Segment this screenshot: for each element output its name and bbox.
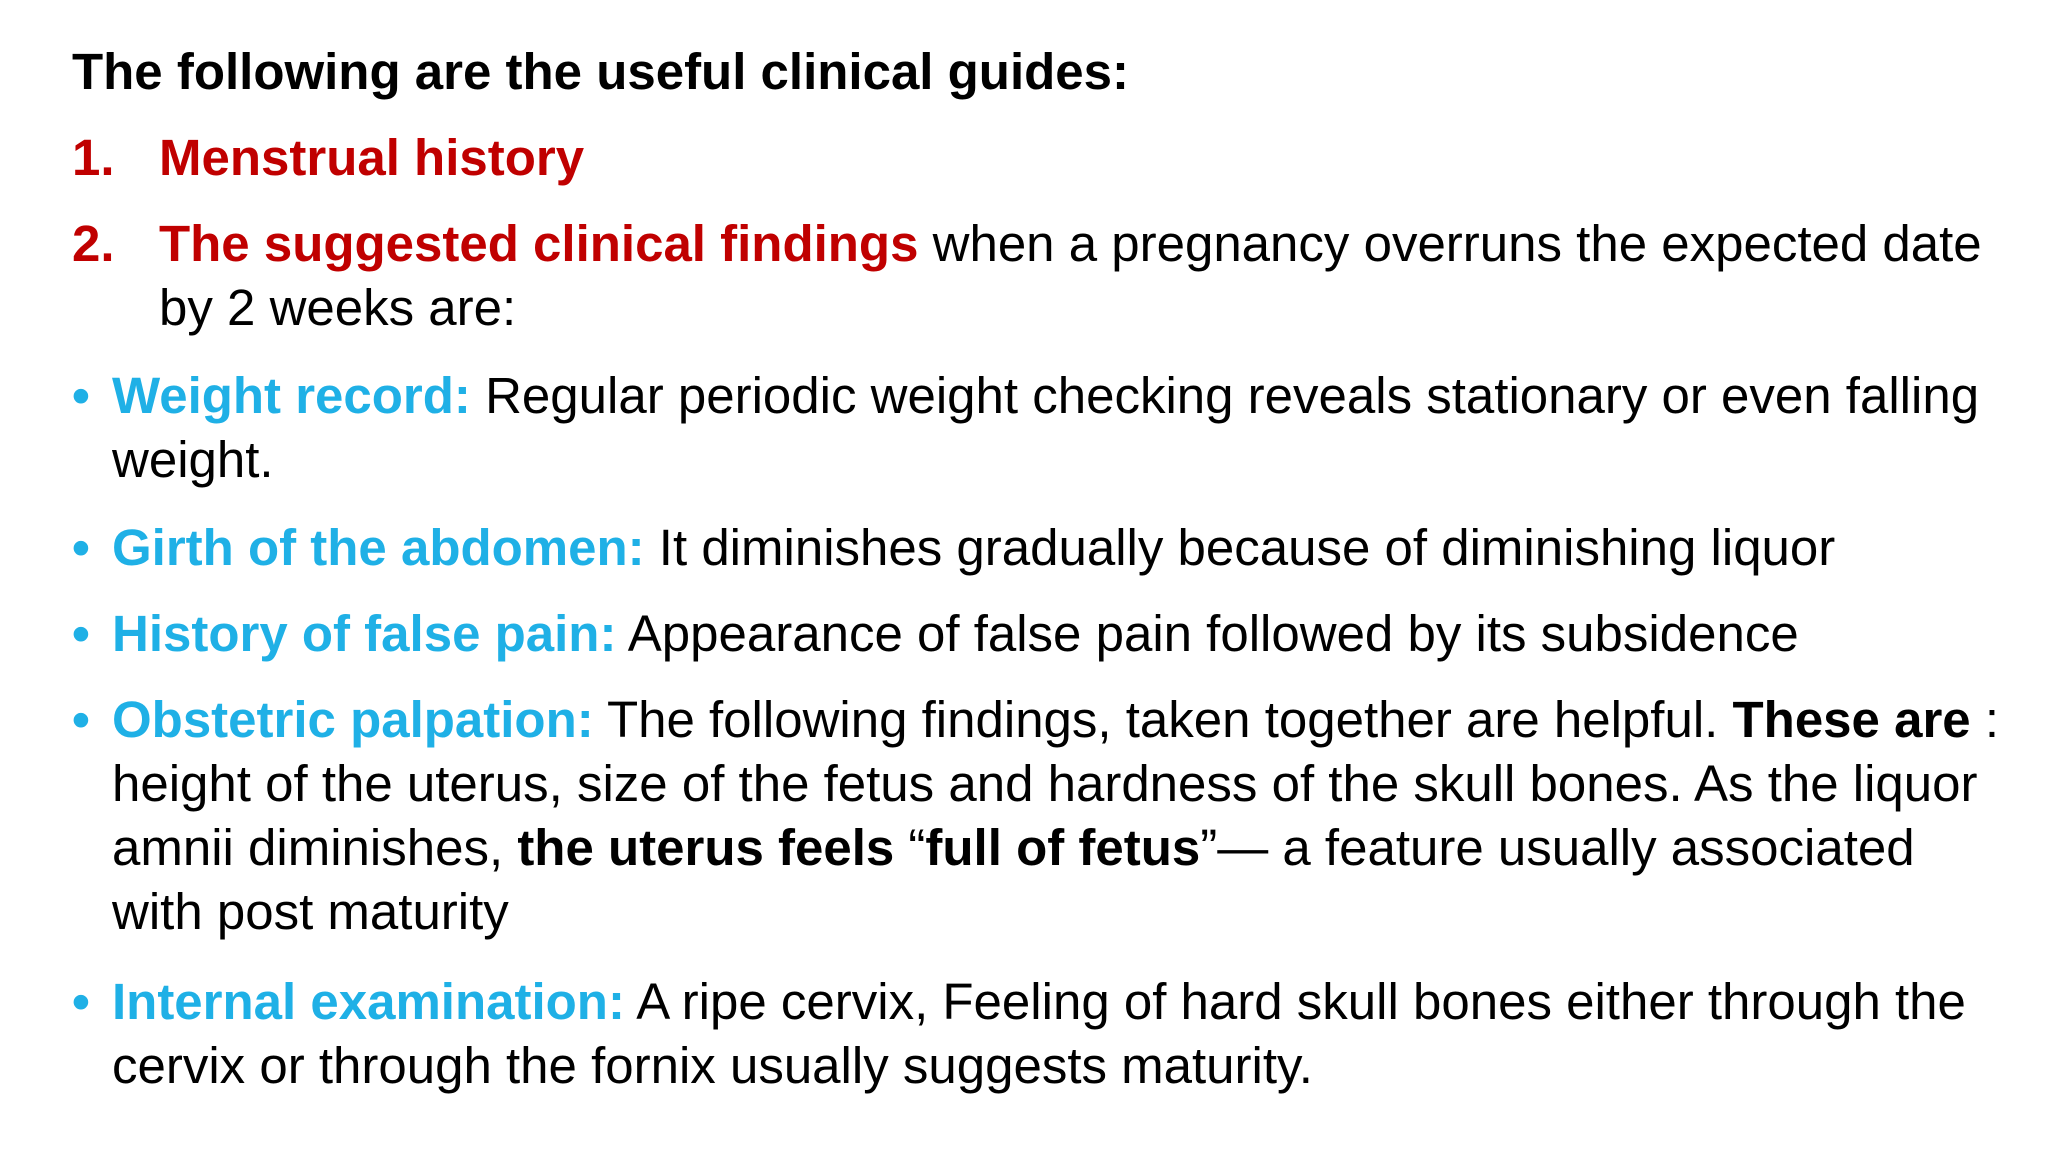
bullet-term: Girth of the abdomen: bbox=[112, 519, 645, 576]
bullet-icon: • bbox=[72, 519, 90, 576]
bullet-icon: • bbox=[72, 605, 90, 662]
bullet-item-obstetric-palpation bbox=[72, 688, 2012, 944]
bullet-term: History of false pain: bbox=[112, 605, 617, 662]
bullet-item-internal-examination bbox=[72, 970, 2012, 1098]
bullet-text: Regular periodic weight checking reveals stationary or even falling weight. bbox=[112, 367, 1980, 488]
item-text: when a pregnancy overruns the expected date by 2 weeks are: bbox=[159, 215, 1982, 336]
bullet-item-history-of-false-pain bbox=[72, 602, 2012, 666]
item-number: 2. bbox=[72, 215, 115, 272]
slide-heading: The following are the useful clinical guides: bbox=[72, 43, 1129, 100]
bullet-text: A ripe cervix, Feeling of hard skull bones either through the cervix or through the fornix usually suggests maturity. bbox=[112, 973, 1966, 1094]
bullet-bold-part-3: full of fetus bbox=[925, 819, 1201, 876]
bullet-term: Obstetric palpation: bbox=[112, 691, 594, 748]
bullet-icon: • bbox=[72, 367, 90, 424]
item-highlight: The suggested clinical findings bbox=[159, 215, 919, 272]
bullet-text: It diminishes gradually because of diminishing liquor bbox=[644, 519, 1836, 576]
bullet-item-weight-record bbox=[72, 364, 2012, 492]
bullet-icon: • bbox=[72, 691, 90, 748]
item-number: 1. bbox=[72, 129, 115, 186]
bullet-text: Appearance of false pain followed by its subsidence bbox=[616, 605, 1799, 662]
bullet-icon: • bbox=[72, 973, 90, 1030]
bullet-bold-part-2: the uterus feels bbox=[517, 819, 895, 876]
bullet-term: Internal examination: bbox=[112, 973, 625, 1030]
numbered-item-1 bbox=[72, 126, 1992, 190]
item-highlight: Menstrual history bbox=[159, 129, 585, 186]
bullet-bold-part-1: These are bbox=[1732, 691, 1971, 748]
numbered-item-2 bbox=[72, 212, 1992, 340]
bullet-text-part-4: ”— a feature usually associated with post maturity bbox=[112, 819, 1915, 940]
bullet-text-part-3: “ bbox=[894, 819, 926, 876]
bullet-text-part-2: : height of the uterus, size of the fetus and hardness of the skull bones. As the liquor amnii diminishes, bbox=[112, 691, 2000, 876]
bullet-item-girth-of-abdomen bbox=[72, 516, 2012, 580]
bullet-term: Weight record: bbox=[112, 367, 471, 424]
bullet-text-part-1: The following findings, taken together are helpful. bbox=[593, 691, 1733, 748]
